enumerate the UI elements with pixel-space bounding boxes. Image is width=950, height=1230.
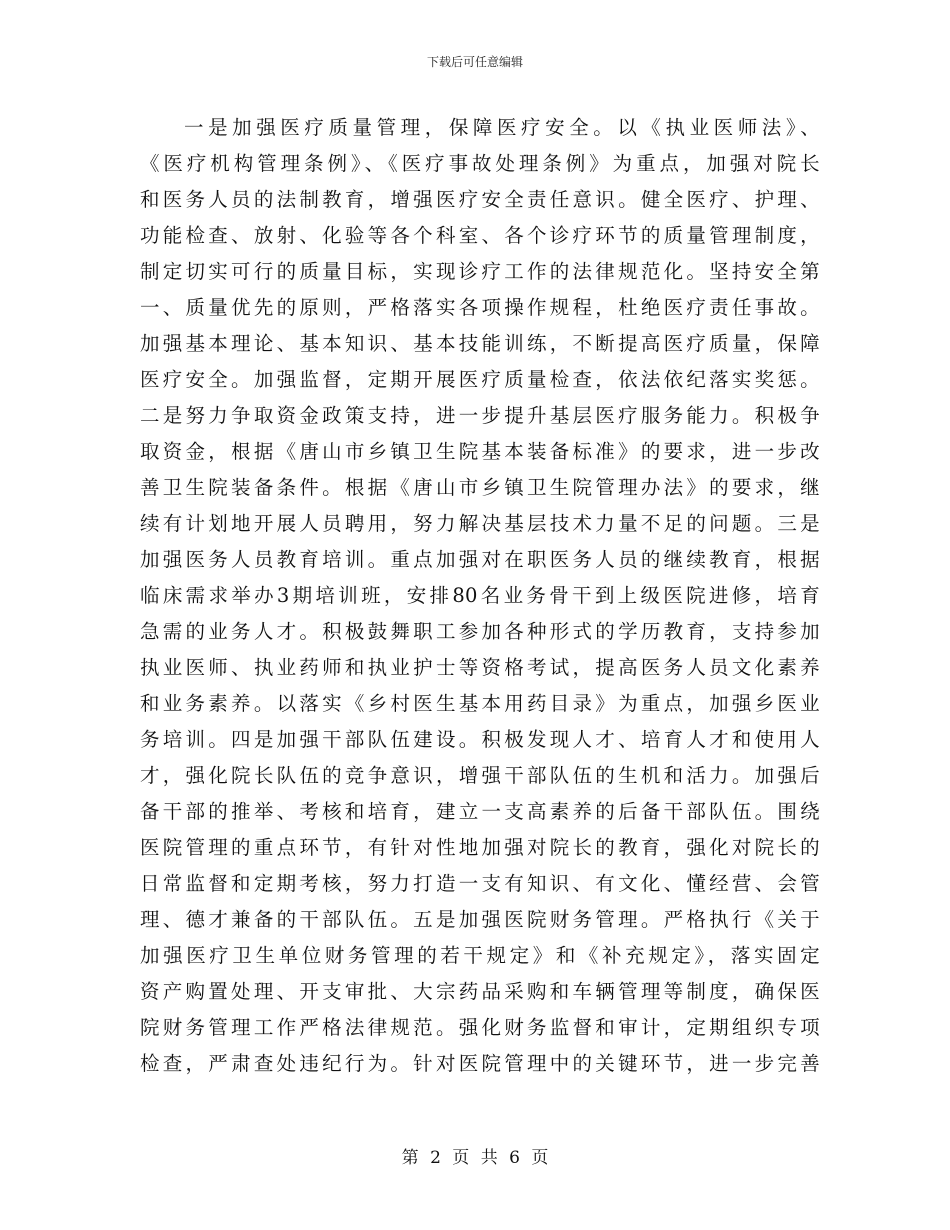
document-body (140, 110, 820, 1082)
body-line-21: 医院管理的重点环节，有针对性地加强对院长的教育，强化对院长的 (140, 836, 820, 859)
body-line-20: 备干部的推举、考核和培育，建立一支高素养的后备干部队伍。围绕 (140, 800, 820, 823)
body-line-11: 善卫生院装备条件。根据《唐山市乡镇卫生院管理办法》的要求，继 (140, 476, 820, 499)
page-header: 下载后可任意编辑 (426, 55, 523, 69)
body-line-12: 续有计划地开展人员聘用，努力解决基层技术力量不足的问题。三是 (140, 512, 820, 535)
body-line-1: 一是加强医疗质量管理，保障医疗安全。以《执业医师法》、 (184, 116, 820, 139)
body-line-2: 《医疗机构管理条例》、《医疗事故处理条例》为重点，加强对院长 (140, 152, 820, 175)
body-line-13: 加强医务人员教育培训。重点加强对在职医务人员的继续教育，根据 (140, 548, 820, 571)
body-line-4: 功能检查、放射、化验等各个科室、各个诊疗环节的质量管理制度， (140, 224, 820, 247)
body-line-3: 和医务人员的法制教育，增强医疗安全责任意识。健全医疗、护理、 (140, 188, 820, 211)
body-line-23: 理、德才兼备的干部队伍。五是加强医院财务管理。严格执行《关于 (140, 908, 820, 931)
body-line-17: 和业务素养。以落实《乡村医生基本用药目录》为重点，加强乡医业 (140, 692, 820, 715)
body-line-15: 急需的业务人才。积极鼓舞职工参加各种形式的学历教育，支持参加 (140, 620, 820, 643)
body-line-18: 务培训。四是加强干部队伍建设。积极发现人才、培育人才和使用人 (140, 728, 820, 751)
body-line-5: 制定切实可行的质量目标，实现诊疗工作的法律规范化。坚持安全第 (140, 260, 820, 283)
body-line-19: 才，强化院长队伍的竞争意识，增强干部队伍的生机和活力。加强后 (140, 764, 820, 787)
body-line-25: 资产购置处理、开支审批、大宗药品采购和车辆管理等制度，确保医 (140, 980, 820, 1003)
body-line-24: 加强医疗卫生单位财务管理的若干规定》和《补充规定》，落实固定 (140, 944, 820, 967)
body-line-16: 执业医师、执业药师和执业护士等资格考试，提高医务人员文化素养 (140, 656, 820, 679)
page-number: 第 2 页 共 6 页 (401, 1148, 549, 1168)
body-line-7: 加强基本理论、基本知识、基本技能训练，不断提高医疗质量，保障 (140, 332, 820, 355)
body-line-6: 一、质量优先的原则，严格落实各项操作规程，杜绝医疗责任事故。 (140, 296, 820, 319)
body-line-9: 二是努力争取资金政策支持，进一步提升基层医疗服务能力。积极争 (140, 404, 820, 427)
body-line-14: 临床需求举办3期培训班，安排80名业务骨干到上级医院进修，培育 (140, 584, 820, 607)
body-line-26: 院财务管理工作严格法律规范。强化财务监督和审计，定期组织专项 (140, 1016, 820, 1039)
body-line-8: 医疗安全。加强监督，定期开展医疗质量检查，依法依纪落实奖惩。 (140, 368, 820, 391)
body-line-22: 日常监督和定期考核，努力打造一支有知识、有文化、懂经营、会管 (140, 872, 820, 895)
body-line-27: 检查，严肃查处违纪行为。针对医院管理中的关键环节，进一步完善 (140, 1052, 820, 1075)
body-line-10: 取资金，根据《唐山市乡镇卫生院基本装备标准》的要求，进一步改 (140, 440, 820, 463)
